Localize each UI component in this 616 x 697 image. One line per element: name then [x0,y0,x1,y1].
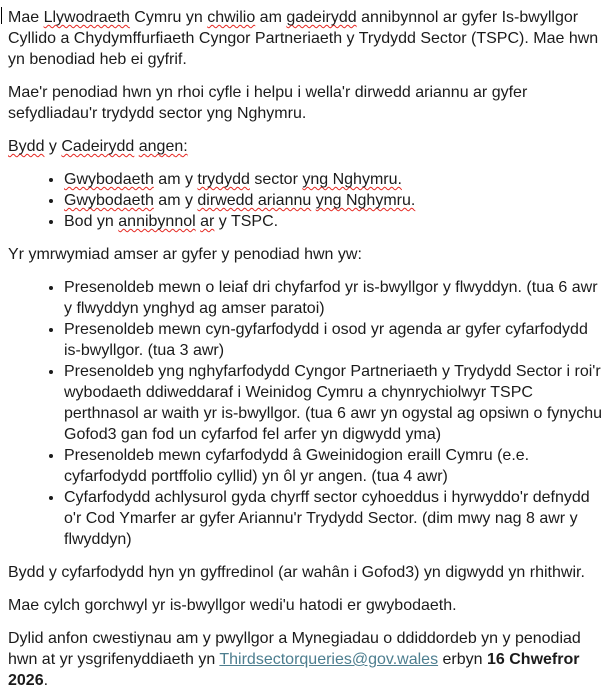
deadline-date: 16 Chwefror 2026 [8,651,580,689]
text-run: am y [153,192,198,209]
paragraph-time-heading: Yr ymrwymiad amser ar gyfer y penodiad hwn yw: [8,246,362,263]
text-run: y TSPC. [214,213,279,230]
misspelled-word: ar [200,213,215,230]
email-link[interactable]: Thirdsectorqueries@gov.wales [219,651,439,668]
text-run: erbyn [438,651,487,668]
misspelled-word: Cadeirydd [61,138,135,155]
misspelled-word: Gwybodaeth [64,171,154,188]
misspelled-word: trydydd [197,171,250,188]
misspelled-word: Gwybodaeth [64,192,154,209]
list-item: • Presenoldeb yng nghyfarfodydd Cyngor Partneriaeth y Trydydd Sector i roi'r wybodaeth ddiweddaraf i Weinidog Cymru a chynrychiolwyr TSPC perthnasol ar waith yr is-bwyllgor. (tua 6 awr yn ogystal ag opsiwn o fynychu Gofod3 gan fod un cyfarfod fel arfer yn digwydd yma) [64,361,608,445]
list-item [64,190,608,211]
paragraph-intro [8,7,608,70]
misspelled-word: yng Nghymru. [315,192,416,209]
text-run: y [44,138,62,155]
needs-bullet-list [8,169,608,232]
text-cursor [1,7,2,24]
time-commitment-bullet-list [8,277,608,550]
text-run: . [43,672,49,689]
misspelled-word: chwilio [207,9,256,26]
text-run: Mae [8,9,44,26]
paragraph-opportunity: Mae'r penodiad hwn yn rhoi cyfle i helpu i wella'r dirwedd ariannu ar gyfer sefydliadau'r trydydd sector yng Nghymru. [8,84,528,122]
text-run: Cymru yn [129,9,208,26]
list-item: • Cyfarfodydd achlysurol gyda chyrff sector cyhoeddus i hyrwyddo'r defnydd o'r Cod Ymarfer ar gyfer Ariannu'r Trydydd Sector. (dim mwy nag 8 awr y flwyddyn) [64,487,608,550]
paragraph-needs-heading [8,136,608,157]
misspelled-word: annibynnol [118,213,196,230]
text-run: sector [249,171,303,188]
text-run: Dylid anfon cwestiynau am y pwyllgor a Mynegiadau o ddiddordeb yn y penodiad hwn at yr ysgrifenyddiaeth yn [8,630,581,668]
misspelled-word: gadeirydd [286,9,357,26]
misspelled-word: angen: [138,138,188,155]
misspelled-word: Bydd [8,138,45,155]
paragraph-terms-of-reference-note: Mae cylch gorchwyl yr is-bwyllgor wedi'u hatodi er gwybodaeth. [8,597,457,614]
paragraph-contact [8,628,608,691]
misspelled-word: dirwedd ariannu [197,192,312,209]
text-run: am [255,9,287,26]
text-run: am y [153,171,198,188]
list-item: • Presenoldeb mewn cyn-gyfarfodydd i osod yr agenda ar gyfer cyfarfodydd is-bwyllgor. (tua 3 awr) [64,319,608,361]
list-item [64,211,608,232]
misspelled-word: yng Nghymru. [302,171,402,188]
text-run: annibynnol ar gyfer Is-bwyllgor Cyllido a Chydymffurfiaeth Cyngor Partneriaeth y Trydydd Sector (TSPC). Mae hwn yn benodiad heb ei gyfrif. [8,9,599,68]
misspelled-word: Llywodraeth [43,9,130,26]
list-item: • Presenoldeb mewn o leiaf dri chyfarfod yr is-bwyllgor y flwyddyn. (tua 6 awr y flwyddyn ynghyd ag amser paratoi) [64,277,608,319]
paragraph-virtual-note: Bydd y cyfarfodydd hyn yn gyffredinol (ar wahân i Gofod3) yn digwydd yn rhithwir. [8,564,585,581]
list-item: • Presenoldeb mewn cyfarfodydd â Gweinidogion eraill Cymru (e.e. cyfarfodydd portffolio cyllid) yn ôl yr angen. (tua 4 awr) [64,445,608,487]
text-run: Bod yn [64,213,119,230]
list-item [64,169,608,190]
